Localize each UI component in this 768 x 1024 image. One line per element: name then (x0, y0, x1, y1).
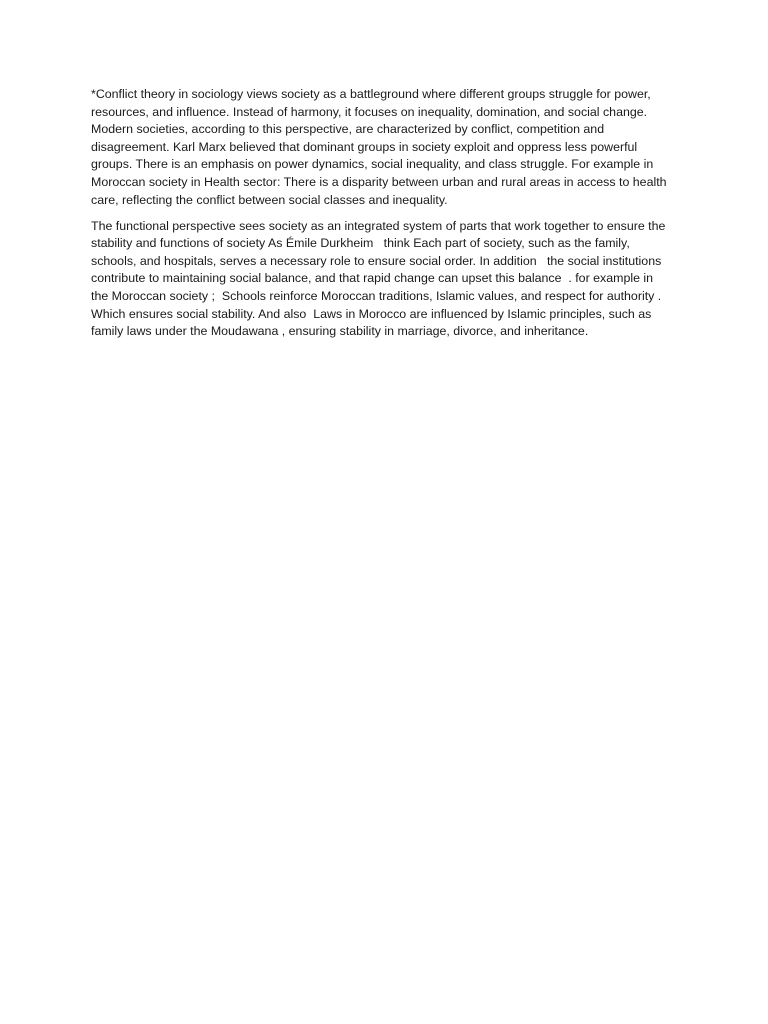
paragraph-functional-perspective: The functional perspective sees society as an integrated system of parts that work together to ensure the stability and functions of society As Émile Durkheim think Each part of society, such as the family, schools, and hospitals, serves a necessary role to ensure social order. In addition the social institutions contribute to maintaining social balance, and that rapid change can upset this balance . for example in the Moroccan society ; Schools reinforce Moroccan traditions, Islamic values, and respect for authority . Which ensures social stability. And also Laws in Morocco are influenced by Islamic principles, such as family laws under the Moudawana , ensuring stability in marriage, divorce, and inheritance. (91, 218, 669, 339)
paragraph-conflict-theory: *Conflict theory in sociology views society as a battleground where different groups struggle for power, resources, and influence. Instead of harmony, it focuses on inequality, domination, and social change. Modern societies, according to this perspective, are characterized by conflict, competition and disagreement. Karl Marx believed that dominant groups in society exploit and oppress less powerful groups. There is an emphasis on power dynamics, social inequality, and class struggle. For example in Moroccan society in Health sector: There is a disparity between urban and rural areas in access to health care, reflecting the conflict between social classes and inequality. (91, 87, 671, 207)
document-body (91, 86, 677, 349)
